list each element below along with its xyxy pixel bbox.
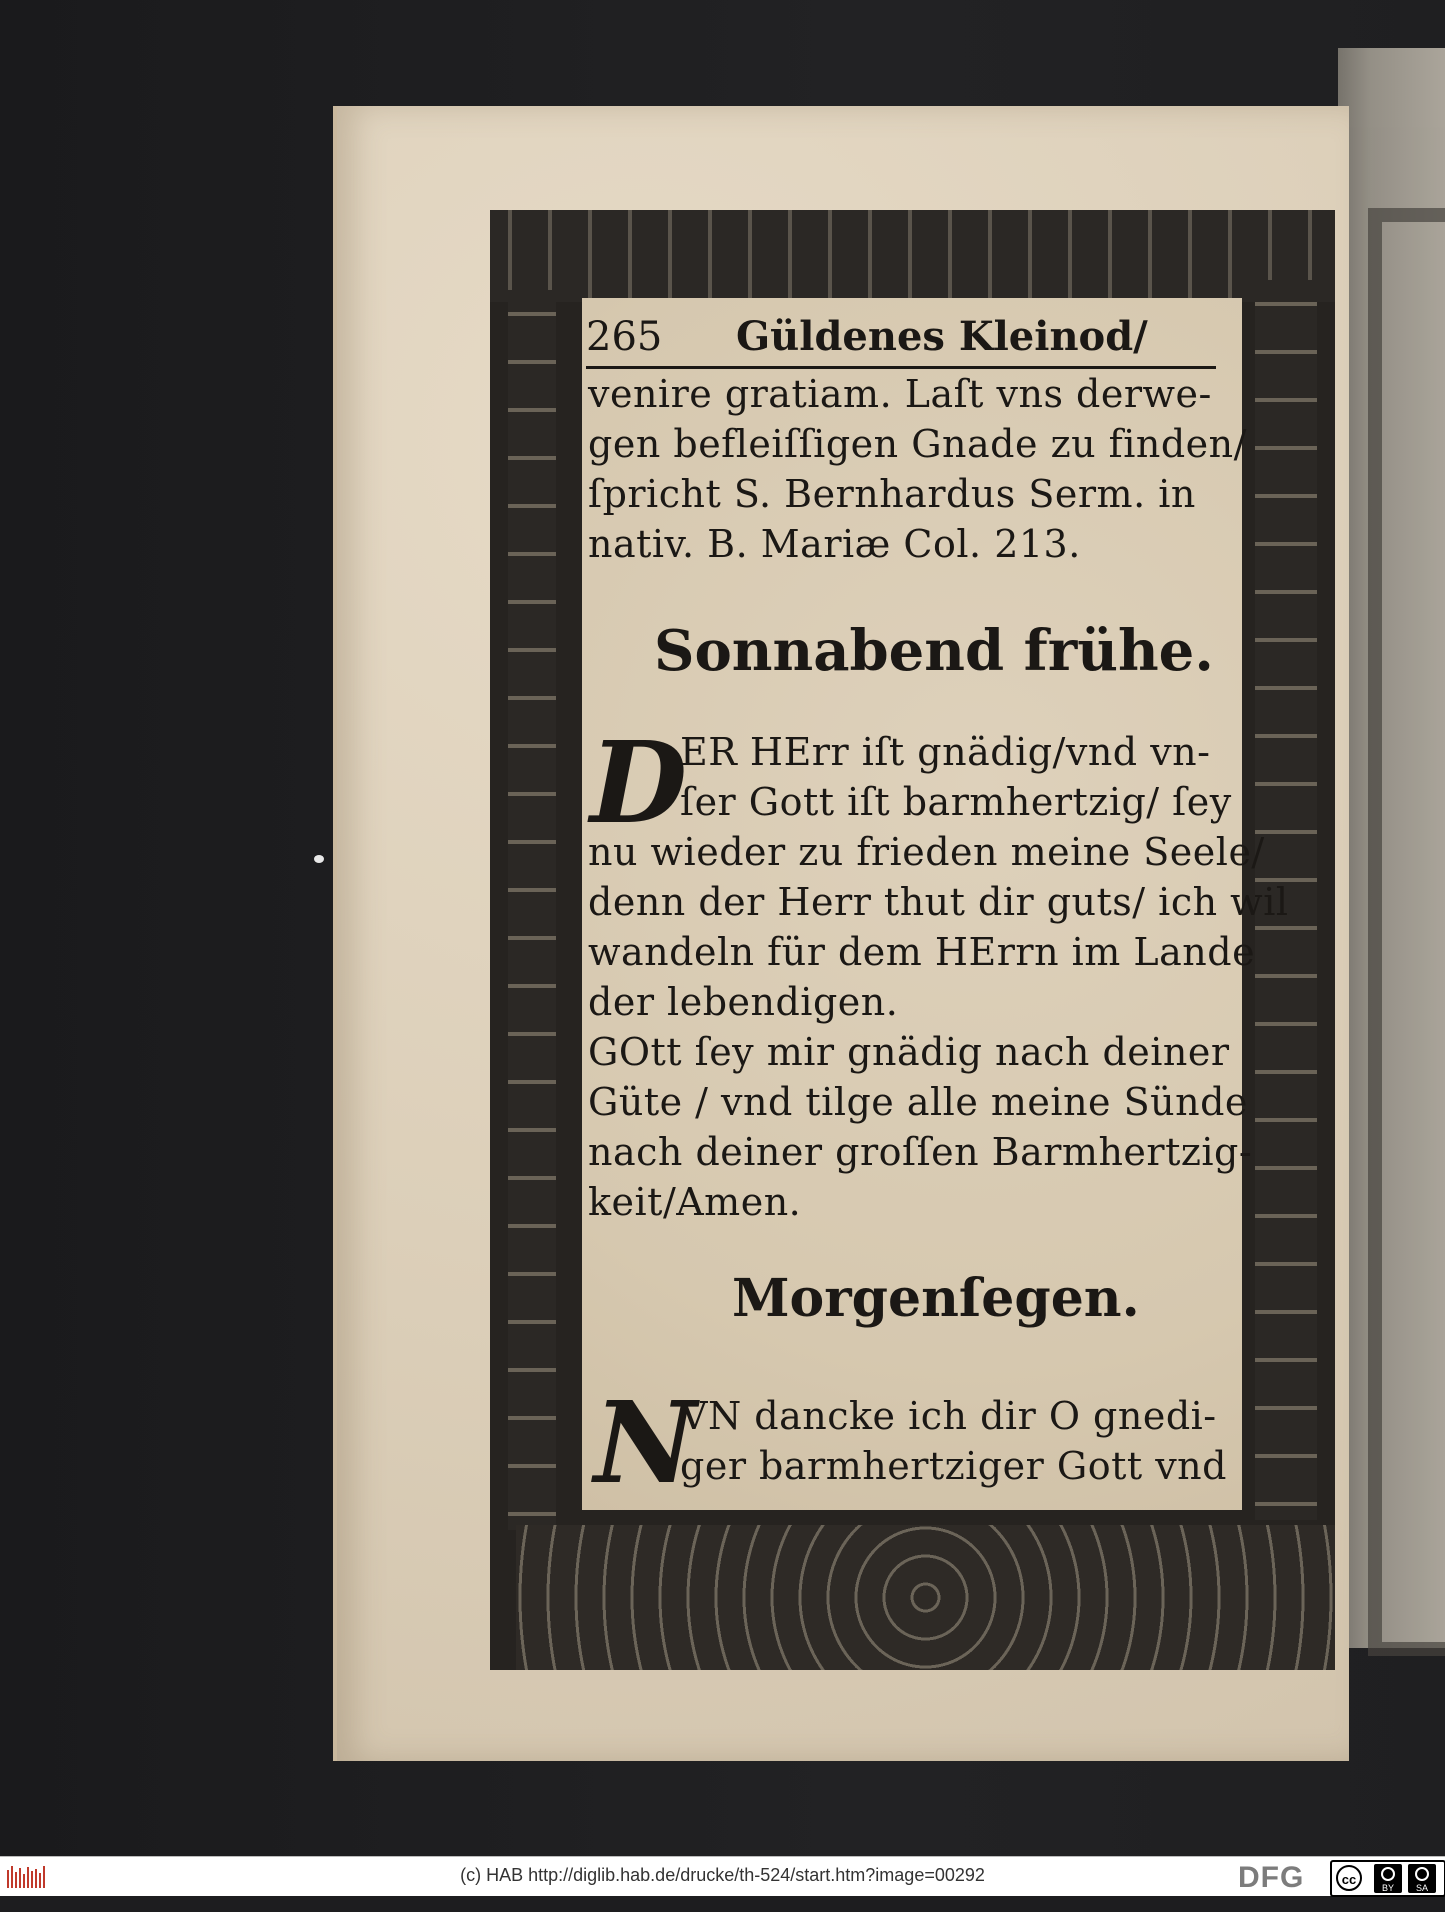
intro-line: ſpricht S. Bernhardus Serm. in xyxy=(588,472,1196,516)
adjacent-page-border xyxy=(1368,208,1445,1656)
page-number: 265 xyxy=(586,314,663,360)
footer-bar xyxy=(0,1856,1445,1896)
body-line: GOtt ſey mir gnädig nach deiner xyxy=(588,1030,1230,1074)
adjacent-page-edge xyxy=(1338,48,1445,1648)
section-heading: Sonnabend frühe. xyxy=(654,618,1214,684)
body-line: VN dancke ich dir O gnedi- xyxy=(680,1394,1217,1438)
sa-icon: SA xyxy=(1408,1864,1436,1893)
body-line: ſer Gott iſt barmhertzig/ ſey xyxy=(680,780,1232,824)
mouse-cursor-marker xyxy=(314,855,324,863)
body-line: ER HErr iſt gnädig/vnd vn- xyxy=(680,730,1211,774)
body-line: nu wieder zu frieden meine Seele/ xyxy=(588,830,1265,874)
by-icon: BY xyxy=(1374,1864,1402,1893)
body-line: nach deiner groſſen Barmhertzig- xyxy=(588,1130,1253,1174)
body-line: Güte / vnd tilge alle meine Sünde xyxy=(588,1080,1248,1124)
intro-line: venire gratiam. Laſt vns derwe- xyxy=(588,372,1212,416)
running-title: Güldenes Kleinod/ xyxy=(736,313,1148,360)
intro-line: gen befleiſſigen Gnade zu finden/ xyxy=(588,422,1247,466)
body-line: keit/Amen. xyxy=(588,1180,802,1224)
body-line: der lebendigen. xyxy=(588,980,899,1024)
border-bottom-ornament xyxy=(516,1525,1335,1670)
drop-cap: D xyxy=(590,718,688,849)
drop-cap: N xyxy=(594,1378,697,1509)
body-line: ger barmhertziger Gott vnd xyxy=(680,1444,1227,1488)
copyright-link[interactable]: (c) HAB http://diglib.hab.de/drucke/th-524/start.htm?image=00292 xyxy=(460,1865,985,1885)
body-line: denn der Herr thut dir guts/ ich wil xyxy=(588,880,1289,924)
section-heading: Morgenſegen. xyxy=(732,1268,1140,1329)
running-head xyxy=(586,308,1216,369)
body-line: wandeln für dem HErrn im Lande xyxy=(588,930,1256,974)
text-block xyxy=(582,298,1289,1510)
cc-license-badge[interactable] xyxy=(1330,1860,1445,1897)
border-left-ornament xyxy=(508,290,556,1530)
dfg-logo: DFG xyxy=(1238,1861,1305,1894)
intro-line: nativ. B. Mariæ Col. 213. xyxy=(588,522,1081,566)
cc-icon: cc xyxy=(1336,1865,1362,1891)
border-top-ornament xyxy=(490,210,1335,302)
